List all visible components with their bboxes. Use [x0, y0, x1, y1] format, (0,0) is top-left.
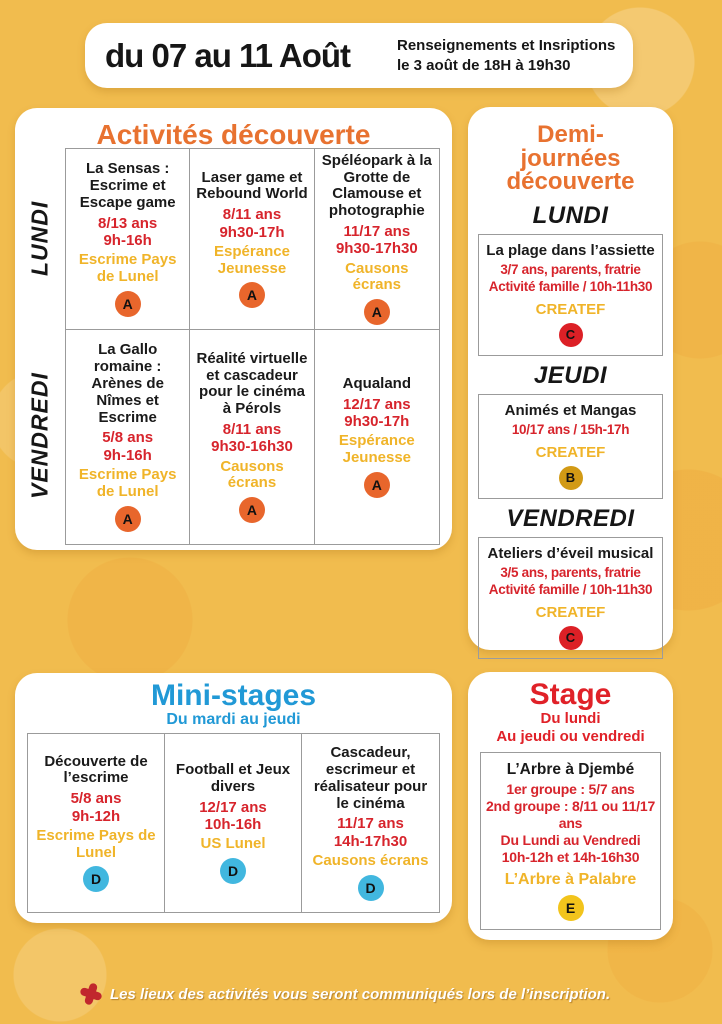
- activity-time: 9h-16h: [103, 231, 152, 249]
- activity-time: 10h-16h: [204, 815, 262, 833]
- activity-age-time: [336, 223, 418, 258]
- activity-age-time: [98, 215, 157, 250]
- mini-stages-table: [27, 733, 440, 913]
- activity-name: Cascadeur, escrimeur et réalisateur pour le cinéma: [313, 744, 428, 812]
- activity-detail: 2nd groupe : 8/11 ou 11/17 ans: [485, 798, 656, 832]
- activity-name: L’Arbre à Djembé: [506, 761, 635, 778]
- activity-name: La Sensas : Escrime et Escape game: [79, 160, 176, 211]
- activity-detail: Activité famille / 10h-11h30: [488, 278, 653, 294]
- demi-title-line3: découverte: [506, 168, 635, 196]
- activity-detail: 10/17 ans / 15h-17h: [511, 421, 630, 437]
- activity-details: [512, 422, 629, 439]
- group-badge: C: [559, 323, 583, 347]
- activity-detail: 10h-12h et 14h-16h30: [501, 849, 640, 866]
- activity-organizer: CREATEF: [535, 300, 606, 318]
- activity-time: 9h-12h: [71, 807, 121, 825]
- activity-details: [489, 565, 652, 599]
- day-label-lundi: LUNDI: [26, 200, 53, 277]
- activity-detail: 3/7 ans, parents, fratrie: [500, 261, 641, 277]
- stage-subtitle-line1: Du lundi: [540, 710, 601, 727]
- activity-name: Spéléopark à la Grotte de Clamouse et photographie: [321, 151, 432, 220]
- activity-organizer: Causons écrans: [345, 259, 409, 294]
- activity-name: Réalité virtuelle et cascadeur pour le cinéma à Pérols: [196, 349, 308, 418]
- demi-activity-box: [478, 537, 663, 659]
- activity-age: 5/8 ans: [70, 790, 122, 808]
- activity-cell: [315, 330, 439, 544]
- activity-name: Football et Jeux divers: [175, 761, 291, 795]
- activity-detail: Activité famille / 10h-11h30: [488, 581, 653, 597]
- activity-age-time: [343, 396, 411, 431]
- activites-table: [65, 148, 440, 545]
- activity-organizer: L’Arbre à Palabre: [504, 871, 637, 889]
- footer-note: [80, 983, 610, 1005]
- activity-age-time: [71, 790, 122, 825]
- activity-name: Animés et Mangas: [504, 401, 637, 419]
- mini-stages-title: Mini-stages: [150, 679, 317, 712]
- activity-detail: 1er groupe : 5/7 ans: [506, 781, 635, 797]
- registration-info-line1: Renseignements et Insriptions: [397, 37, 616, 54]
- activity-organizer: US Lunel: [200, 835, 266, 853]
- registration-info-line2: le 3 août de 18H à 19h30: [397, 56, 571, 74]
- activity-cell: [315, 149, 439, 330]
- activity-organizer: Causons écrans: [312, 851, 429, 869]
- mini-stages-card: [15, 673, 452, 923]
- activity-name: Laser game et Rebound World: [196, 168, 308, 203]
- demi-title-line2: journées: [520, 144, 621, 172]
- activity-name: La Gallo romaine : Arènes de Nîmes et Escrime: [91, 341, 164, 426]
- group-badge: A: [364, 472, 390, 498]
- activity-organizer: Espérance Jeunesse: [338, 432, 415, 467]
- stage-subtitle: [468, 710, 673, 746]
- activity-age: 8/13 ans: [98, 214, 158, 232]
- activity-organizer: Espérance Jeunesse: [214, 242, 290, 277]
- activity-age-time: [211, 421, 293, 456]
- activity-organizer: Escrime Pays de Lunel: [78, 465, 177, 500]
- stage-activity-box: [480, 752, 661, 930]
- day-label-vendredi: VENDREDI: [26, 372, 53, 500]
- activites-decouverte-card: [15, 108, 452, 550]
- group-badge: A: [115, 291, 141, 317]
- footer-note-text: Les lieux des activités vous seront communiqués lors de l’inscription.: [110, 985, 611, 1003]
- activity-age: 5/8 ans: [102, 429, 154, 447]
- activity-organizer: CREATEF: [535, 603, 606, 621]
- demi-activity-box: [478, 394, 663, 499]
- mini-stages-subtitle: Du mardi au jeudi: [166, 711, 301, 728]
- activity-name: La plage dans l’assiette: [486, 241, 655, 259]
- demi-journees-card: [468, 107, 673, 650]
- activity-age-time: [334, 815, 407, 850]
- activity-time: 14h-17h30: [333, 832, 408, 850]
- demi-journees-title: [468, 123, 673, 194]
- activity-cell: [190, 149, 314, 330]
- group-badge: D: [358, 875, 384, 901]
- activity-cell: [165, 734, 302, 912]
- stage-card: [468, 672, 673, 940]
- activity-age-time: [102, 429, 153, 464]
- registration-info: [397, 36, 615, 75]
- group-badge: A: [364, 299, 390, 325]
- activity-cell: [66, 330, 190, 544]
- demi-title-line1: Demi-: [537, 121, 604, 148]
- group-badge: E: [558, 895, 584, 921]
- activity-details: [485, 781, 656, 866]
- group-badge: B: [559, 466, 583, 490]
- stage-title: Stage: [529, 678, 612, 711]
- activity-name: Ateliers d’éveil musical: [487, 544, 654, 562]
- activity-organizer: Causons écrans: [220, 457, 284, 492]
- activity-name: Découverte de l’escrime: [44, 752, 148, 787]
- group-badge: D: [83, 866, 109, 892]
- activity-time: 9h30-17h: [219, 223, 285, 241]
- activity-time: 9h30-16h30: [211, 438, 293, 456]
- date-range-title: du 07 au 11 Août: [105, 36, 351, 74]
- group-badge: C: [559, 626, 583, 650]
- group-badge: D: [220, 858, 246, 884]
- demi-activity-box: [478, 234, 663, 356]
- activity-time: 9h-16h: [103, 446, 152, 464]
- activity-cell: [66, 149, 190, 330]
- activity-age-time: [219, 206, 284, 241]
- activity-name: Aqualand: [342, 375, 411, 393]
- day-header-vendredi: VENDREDI: [506, 504, 635, 532]
- activity-organizer: Escrime Pays de Lunel: [78, 251, 177, 285]
- activity-organizer: Escrime Pays de Lunel: [36, 826, 156, 861]
- activity-age: 11/17 ans: [343, 223, 411, 241]
- cross-icon: [77, 980, 105, 1008]
- activity-organizer: CREATEF: [535, 443, 606, 461]
- group-badge: A: [239, 497, 265, 523]
- activity-age: 11/17 ans: [337, 815, 404, 833]
- activites-title: Activités découverte: [96, 119, 371, 150]
- activity-detail: 3/5 ans, parents, fratrie: [500, 564, 641, 580]
- activity-time: 9h30-17h30: [335, 240, 418, 258]
- activity-time: 9h30-17h: [344, 413, 410, 431]
- day-header-lundi: LUNDI: [532, 201, 609, 229]
- header-card: [85, 23, 633, 88]
- activity-detail: Du Lundi au Vendredi: [500, 832, 641, 849]
- activity-age: 8/11 ans: [222, 206, 282, 224]
- activity-age: 12/17 ans: [343, 395, 411, 413]
- activity-age-time: [199, 799, 267, 834]
- activity-cell: [190, 330, 314, 544]
- day-header-jeudi: JEUDI: [533, 361, 608, 389]
- activity-age: 12/17 ans: [199, 798, 267, 816]
- activity-details: [489, 262, 652, 296]
- activity-age: 8/11 ans: [222, 421, 282, 439]
- activity-cell: [28, 734, 165, 912]
- group-badge: A: [239, 282, 265, 308]
- stage-subtitle-line2: Au jeudi ou vendredi: [496, 728, 645, 745]
- group-badge: A: [115, 506, 141, 532]
- activity-cell: [302, 734, 439, 912]
